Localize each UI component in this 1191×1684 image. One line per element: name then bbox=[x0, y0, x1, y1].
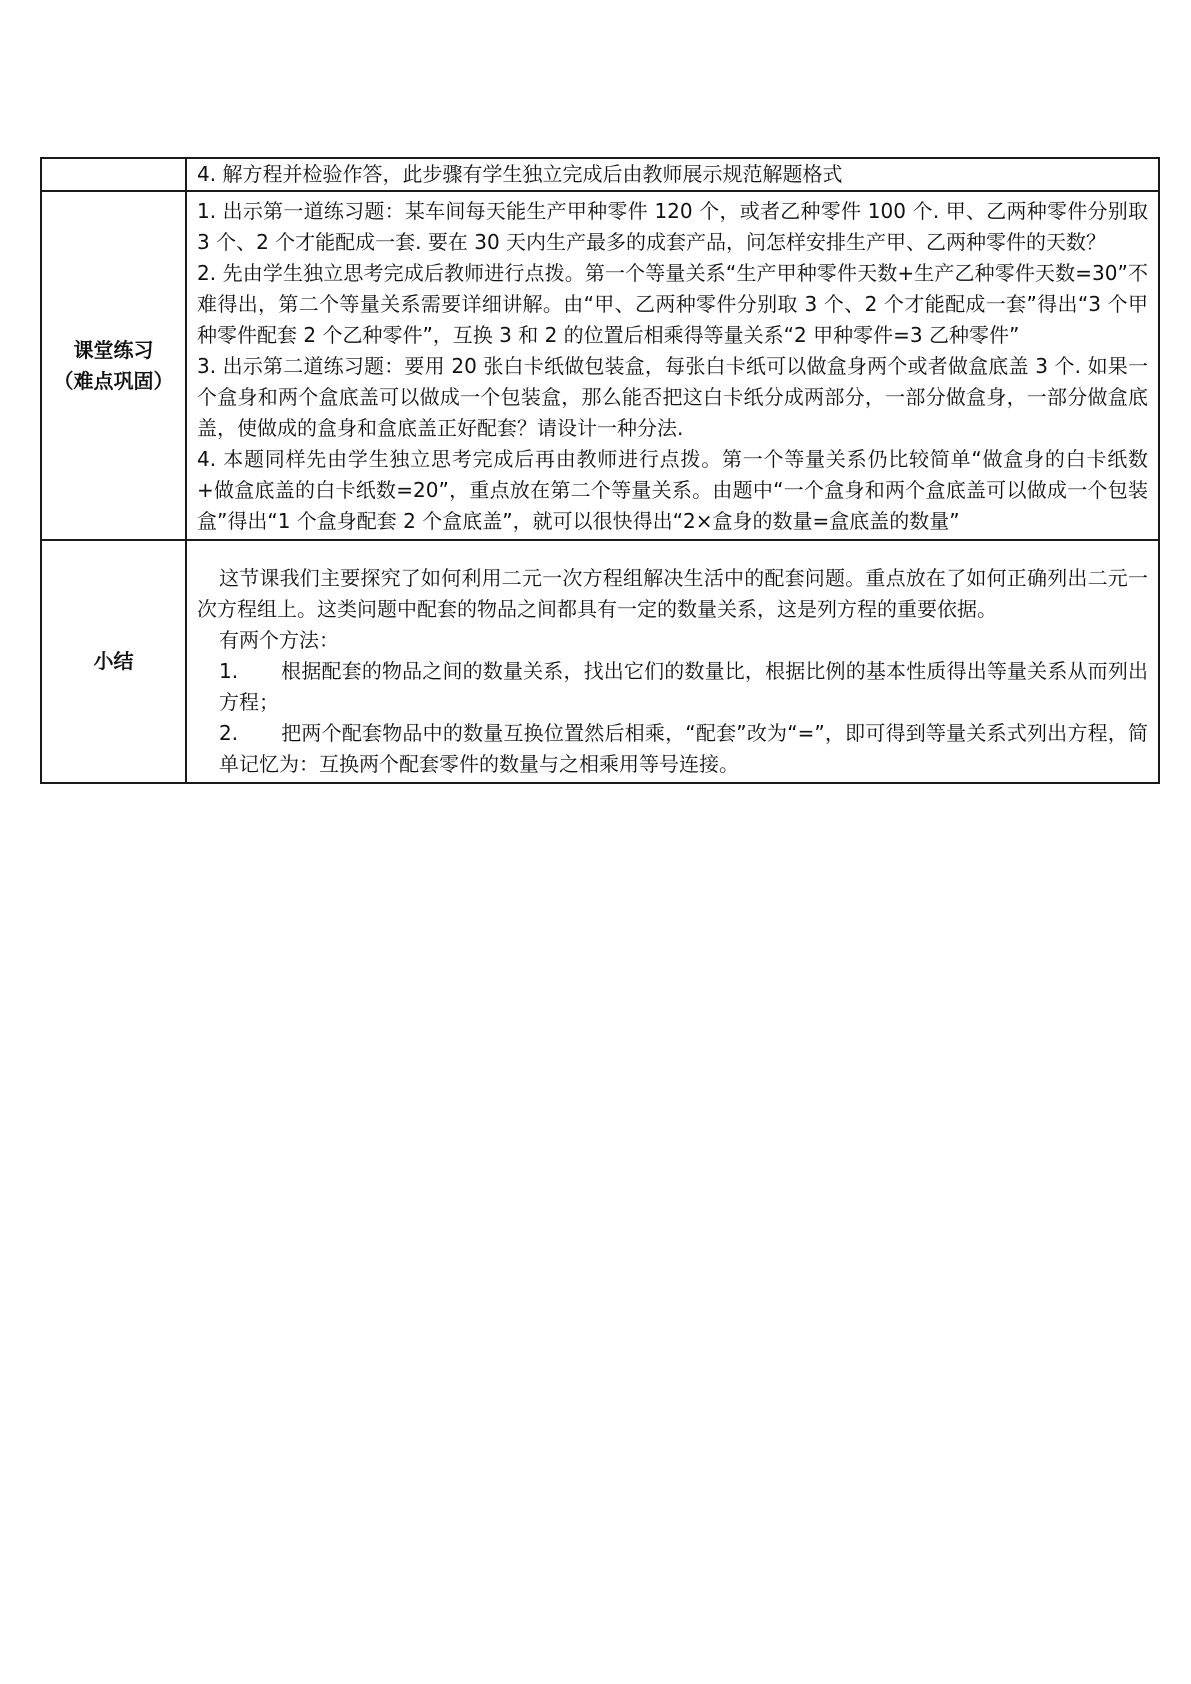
step4-text: 4. 解方程并检验作答，此步骤有学生独立完成后由教师展示规范解题格式 bbox=[186, 158, 1159, 191]
summary-intro: 这节课我们主要探究了如何利用二元一次方程组解决生活中的配套问题。重点放在了如何正确列出二元一次方程组上。这类问题中配套的物品之间都具有一定的数量关系，这是列方程的重要依据。 bbox=[197, 566, 1148, 621]
method-2-text: 把两个配套物品中的数量互换位置然后相乘，“配套”改为“=”，即可得到等量关系式列出方程，简单记忆为：互换两个配套零件的数量与之相乘用等号连接。 bbox=[219, 721, 1148, 776]
practice-content bbox=[186, 191, 1159, 540]
summary-method-2 bbox=[197, 718, 1148, 780]
method-1-number: 1. bbox=[219, 659, 239, 683]
method-2-number: 2. bbox=[219, 721, 239, 745]
method-1-text: 根据配套的物品之间的数量关系，找出它们的数量比，根据比例的基本性质得出等量关系从而列出方程； bbox=[219, 659, 1148, 714]
summary-content bbox=[186, 540, 1159, 783]
table-row-practice bbox=[41, 191, 1159, 540]
table-row-summary bbox=[41, 540, 1159, 783]
summary-method-1 bbox=[197, 656, 1148, 718]
lesson-plan-table bbox=[40, 157, 1160, 784]
practice-paragraph-3: 3. 出示第二道练习题：要用 20 张白卡纸做包装盒，每张白卡纸可以做盒身两个或者做盒底盖 3 个. 如果一个盒身和两个盒底盖可以做成一个包装盒，那么能否把这白卡纸分成两部分，一部分做盒身，一部分做盒底盖，使做成的盒身和盒底盖正好配套？请设计一种分法. bbox=[197, 354, 1148, 440]
summary-label: 小结 bbox=[41, 540, 186, 783]
practice-paragraph-2: 2. 先由学生独立思考完成后教师进行点拨。第一个等量关系“生产甲种零件天数+生产乙种零件天数=30”不难得出，第二个等量关系需要详细讲解。由“甲、乙两种零件分别取 3 个、2 个才能配成一套”得出“3 个甲种零件配套 2 个乙种零件”，互换 3 和 2 的位置后相乘得等量关系“2 甲种零件=3 乙种零件” bbox=[197, 261, 1148, 347]
practice-label-line2: （难点巩固） bbox=[53, 368, 174, 393]
summary-methods-heading: 有两个方法： bbox=[219, 628, 339, 652]
practice-paragraph-1: 1. 出示第一道练习题：某车间每天能生产甲种零件 120 个，或者乙种零件 100 个. 甲、乙两种零件分别取 3 个、2 个才能配成一套. 要在 30 天内生产最多的成套产品，问怎样安排生产甲、乙两种零件的天数？ bbox=[197, 199, 1148, 254]
practice-label-line1: 课堂练习 bbox=[73, 337, 154, 362]
practice-paragraph-4: 4. 本题同样先由学生独立思考完成后再由教师进行点拨。第一个等量关系仍比较简单“做盒身的白卡纸数+做盒底盖的白卡纸数=20”，重点放在第二个等量关系。由题中“一个盒身和两个盒底盖可以做成一个包装盒”得出“1 个盒身配套 2 个盒底盖”，就可以很快得出“2×盒身的数量=盒底盖的数量” bbox=[197, 447, 1148, 533]
practice-label bbox=[41, 191, 186, 540]
table-row-step4 bbox=[41, 158, 1159, 191]
row-label-empty bbox=[41, 158, 186, 191]
